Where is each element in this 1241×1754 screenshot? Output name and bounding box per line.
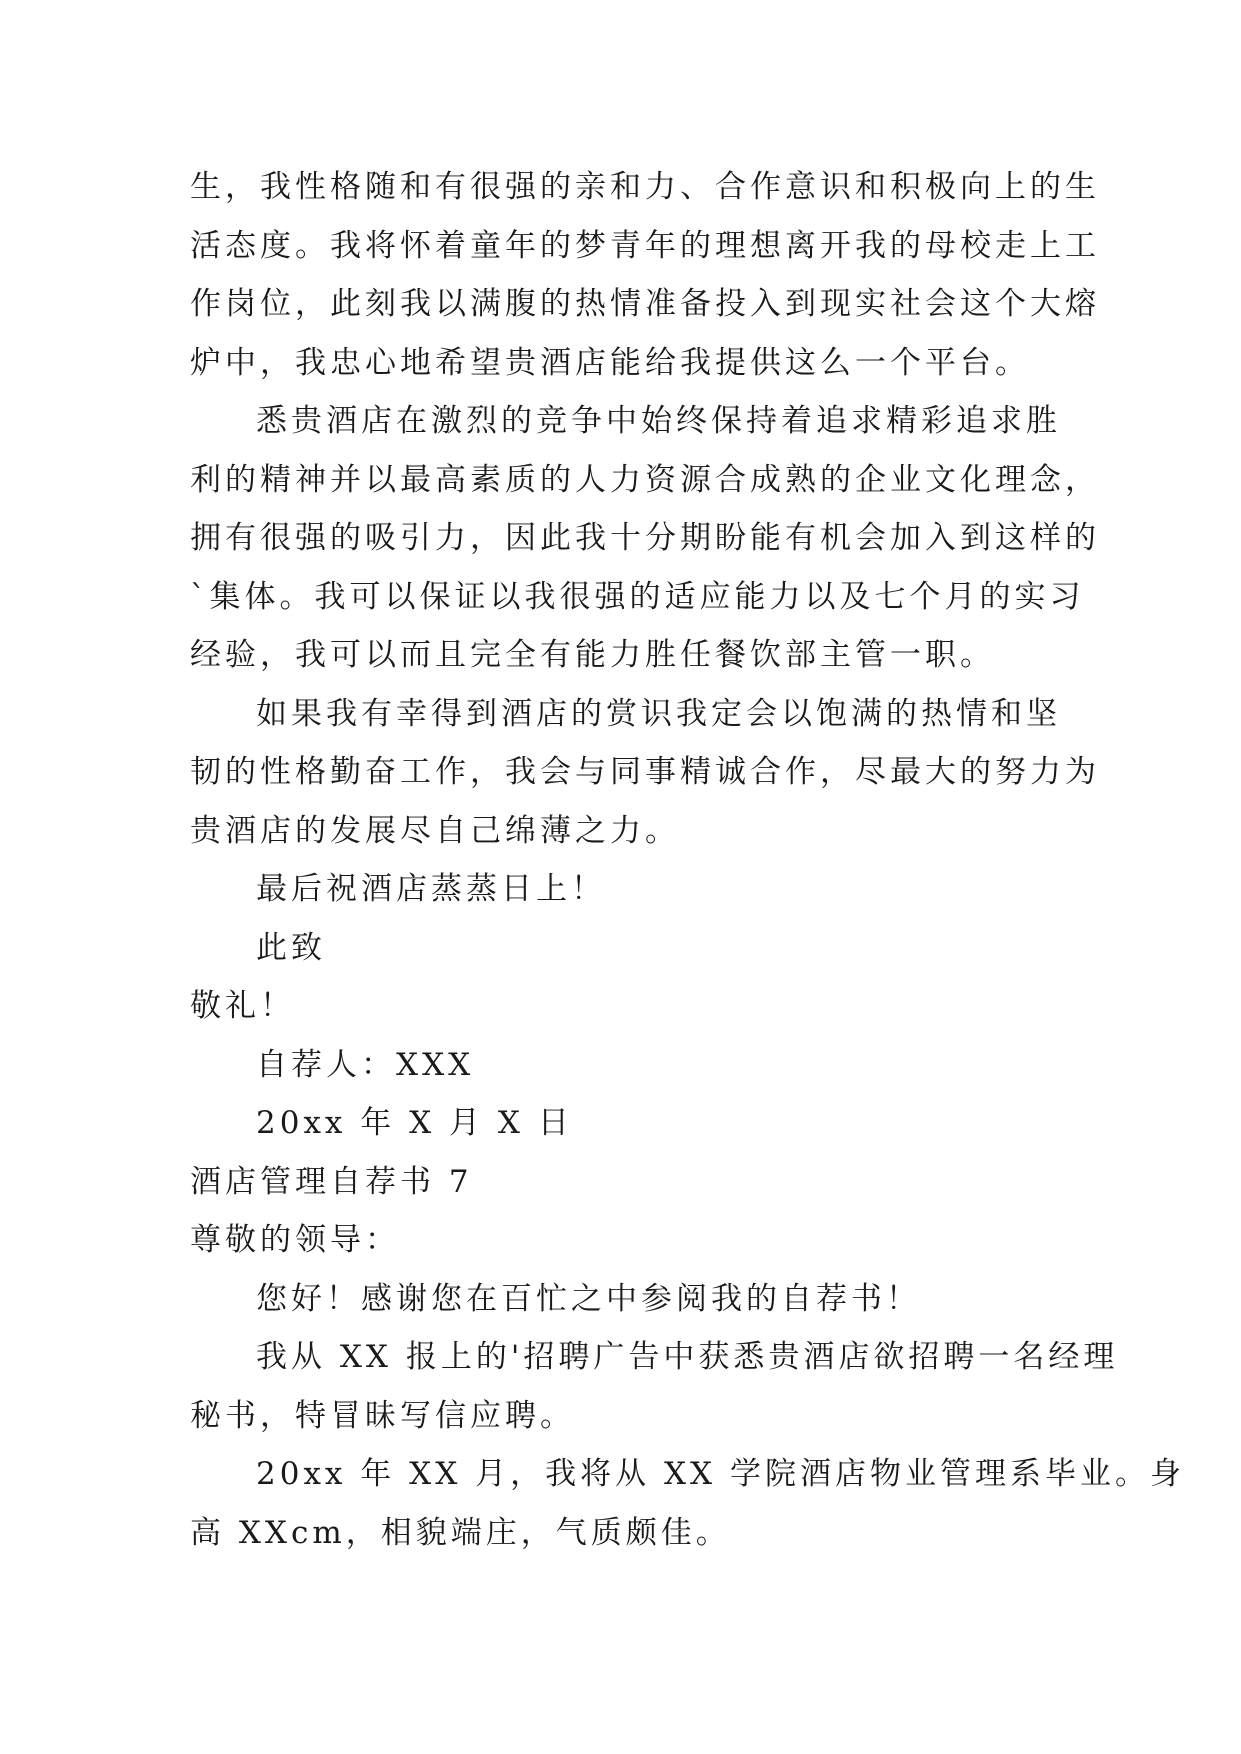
text-line: 高 XXcm，相貌端庄，气质颇佳。 — [190, 1514, 731, 1551]
text-line: 炉中，我忠心地希望贵酒店能给我提供这么一个平台。 — [190, 344, 1030, 381]
text-line: 悉贵酒店在激烈的竞争中始终保持着追求精彩追求胜 — [256, 403, 1061, 439]
text-line: 秘书，特冒昧写信应聘。 — [190, 1397, 575, 1434]
text-line: 拥有很强的吸引力，因此我十分期盼能有机会加入到这样的 — [190, 520, 1100, 556]
text-line: 20xx 年 XX 月，我将从 XX 学院酒店物业管理系毕业。身 — [256, 1456, 1185, 1492]
letter-body — [190, 158, 1185, 1562]
text-line: 我从 XX 报上的'招聘广告中获悉贵酒店欲招聘一名经理 — [256, 1339, 1119, 1375]
text-line: 利的精神并以最高素质的人力资源合成熟的企业文化理念， — [190, 461, 1100, 498]
text-line: 生，我性格随和有很强的亲和力、合作意识和积极向上的生 — [190, 169, 1100, 205]
text-line: 韧的性格勤奋工作，我会与同事精诚合作，尽最大的努力为 — [190, 754, 1100, 790]
text-line: 尊敬的领导： — [190, 1222, 400, 1258]
text-line: 此致 — [256, 929, 326, 966]
text-line: 贵酒店的发展尽自己绵薄之力。 — [190, 812, 680, 849]
text-line: 经验，我可以而且完全有能力胜任餐饮部主管一职。 — [190, 637, 995, 673]
text-line: 您好！感谢您在百忙之中参阅我的自荐书！ — [256, 1280, 921, 1317]
text-line: 自荐人：XXX — [256, 1046, 475, 1083]
text-line: 作岗位，此刻我以满腹的热情准备投入到现实社会这个大熔 — [190, 286, 1100, 322]
text-line: 20xx 年 X 月 X 日 — [256, 1105, 573, 1141]
text-line: 敬礼！ — [190, 988, 295, 1024]
text-line: 活态度。我将怀着童年的梦青年的理想离开我的母校走上工 — [190, 227, 1100, 264]
text-line: 如果我有幸得到酒店的赏识我定会以饱满的热情和坚 — [256, 695, 1061, 732]
text-line: 最后祝酒店蒸蒸日上！ — [256, 871, 606, 907]
text-line: `集体。我可以保证以我很强的适应能力以及七个月的实习 — [190, 578, 1085, 615]
text-line: 酒店管理自荐书 7 — [190, 1163, 473, 1200]
